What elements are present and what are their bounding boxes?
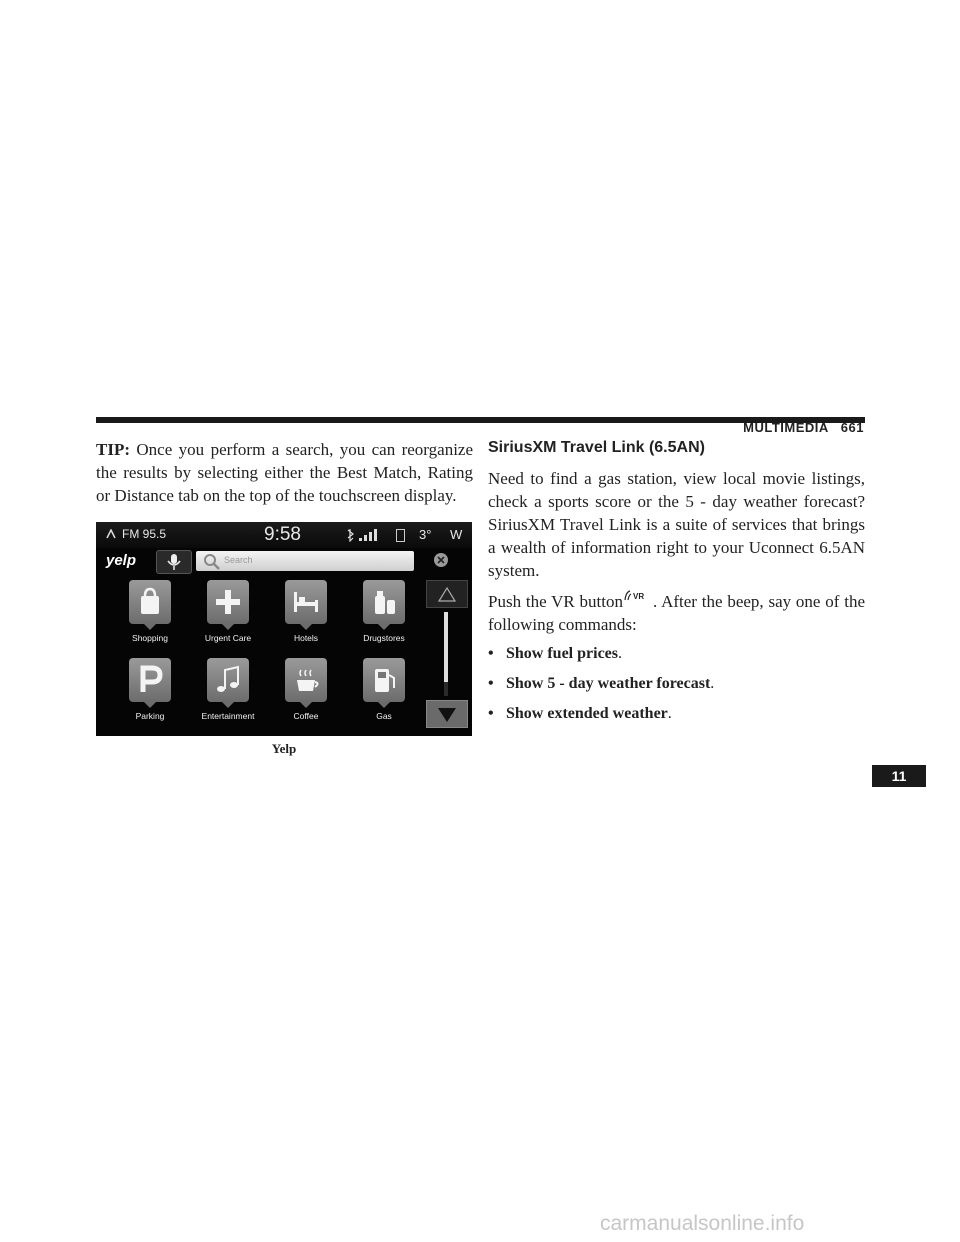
tile-label: Entertainment (201, 711, 255, 721)
instruction-paragraph (488, 590, 865, 636)
radio-status (106, 527, 166, 541)
bed-icon (285, 580, 327, 624)
signal-icon (106, 529, 116, 539)
bottle-icon (363, 580, 405, 624)
bullet-icon: • (488, 705, 494, 722)
search-icon (200, 551, 222, 571)
search-placeholder: Search (224, 555, 253, 565)
list-item: • Show extended weather . (488, 705, 672, 722)
tile-badge (363, 580, 405, 624)
category-tile-coffee[interactable] (268, 658, 344, 721)
tile-label: Drugstores (363, 633, 405, 643)
yelp-logo: yelp (106, 552, 137, 569)
scroll-down-button[interactable] (426, 700, 468, 728)
tile-label: Coffee (293, 711, 319, 721)
list-item: • Show fuel prices . (488, 645, 622, 662)
category-tile-parking[interactable] (112, 658, 188, 721)
tile-label: Parking (135, 711, 165, 721)
category-tile-urgent-care[interactable] (190, 580, 266, 643)
clear-search-button[interactable] (434, 553, 448, 567)
music-note-icon (207, 658, 249, 702)
tile-badge (207, 580, 249, 624)
right-column (488, 438, 865, 734)
tile-badge (129, 580, 171, 624)
close-icon (434, 553, 448, 567)
microphone-icon (157, 551, 191, 573)
tile-badge (285, 658, 327, 702)
coffee-cup-icon (285, 658, 327, 702)
tip-label: TIP: (96, 440, 130, 459)
watermark: carmanualsonline.info (600, 1212, 805, 1235)
compass-direction: W (450, 527, 463, 542)
fuel-pump-icon (363, 658, 405, 702)
page-number: 661 (840, 420, 864, 435)
list-item: • Show 5 - day weather forecast . (488, 675, 715, 692)
tip-paragraph (96, 438, 473, 507)
svg-text:VR: VR (632, 592, 645, 601)
clock: 9:58 (264, 524, 301, 545)
yelp-screenshot (96, 522, 472, 736)
shopping-bag-icon (129, 580, 171, 624)
command-text: Show 5 - day weather forecast (506, 675, 711, 692)
category-tile-hotels[interactable] (268, 580, 344, 643)
category-tile-entertainment[interactable] (190, 658, 266, 721)
radio-station: FM 95.5 (122, 527, 167, 541)
tip-text: Once you perform a search, you can reorganize the results by selecting either the Best Match, Rating or Distance tab on the top of the touchscreen display. (96, 440, 474, 505)
command-text: Show extended weather (506, 705, 668, 722)
category-tile-drugstores[interactable] (346, 580, 422, 643)
section-heading: SiriusXM Travel Link (6.5AN) (488, 439, 705, 456)
running-header (743, 420, 864, 435)
category-grid (112, 580, 412, 730)
tile-label: Urgent Care (204, 633, 252, 643)
bullet-icon: • (488, 645, 494, 662)
parking-icon (129, 658, 171, 702)
tile-badge (363, 658, 405, 702)
tile-label: Hotels (293, 633, 319, 643)
bullet-icon: • (488, 675, 494, 692)
category-tile-gas[interactable] (346, 658, 422, 721)
tile-label: Shopping (132, 633, 168, 643)
scroll-thumb[interactable] (444, 612, 448, 682)
search-row (102, 550, 466, 572)
tile-label: Gas (376, 711, 392, 721)
instruction-before: Push the VR button (488, 592, 623, 611)
tile-badge (129, 658, 171, 702)
triangle-down-icon (427, 701, 467, 727)
command-text: Show fuel prices (506, 645, 618, 662)
triangle-up-icon (427, 581, 467, 607)
left-column (96, 438, 473, 507)
microphone-button[interactable] (156, 550, 192, 574)
tile-badge (207, 658, 249, 702)
instruction-after: . After the beep, say one of the following commands: (488, 592, 865, 634)
scroll-up-button[interactable] (426, 580, 468, 608)
category-tile-shopping[interactable] (112, 580, 188, 643)
search-input[interactable] (196, 551, 414, 571)
status-bar (96, 522, 472, 548)
scroll-control (426, 580, 466, 726)
command-list (488, 644, 865, 724)
tile-badge (285, 580, 327, 624)
voice-recognition-icon (623, 588, 653, 602)
bluetooth-signal-icon (345, 528, 379, 542)
battery-icon (396, 529, 405, 542)
header-section: MULTIMEDIA (743, 420, 829, 435)
chapter-tab: 11 (872, 765, 926, 787)
intro-paragraph: Need to find a gas station, view local movie listings, check a sports score or the 5 - day weather forecast? SiriusXM Travel Link is a suite of services that brings a wealth of information right to your Uconnect 6.5AN system. (488, 469, 865, 580)
plus-icon (207, 580, 249, 624)
temperature: 3° (419, 527, 432, 542)
figure-caption: Yelp (271, 741, 297, 756)
